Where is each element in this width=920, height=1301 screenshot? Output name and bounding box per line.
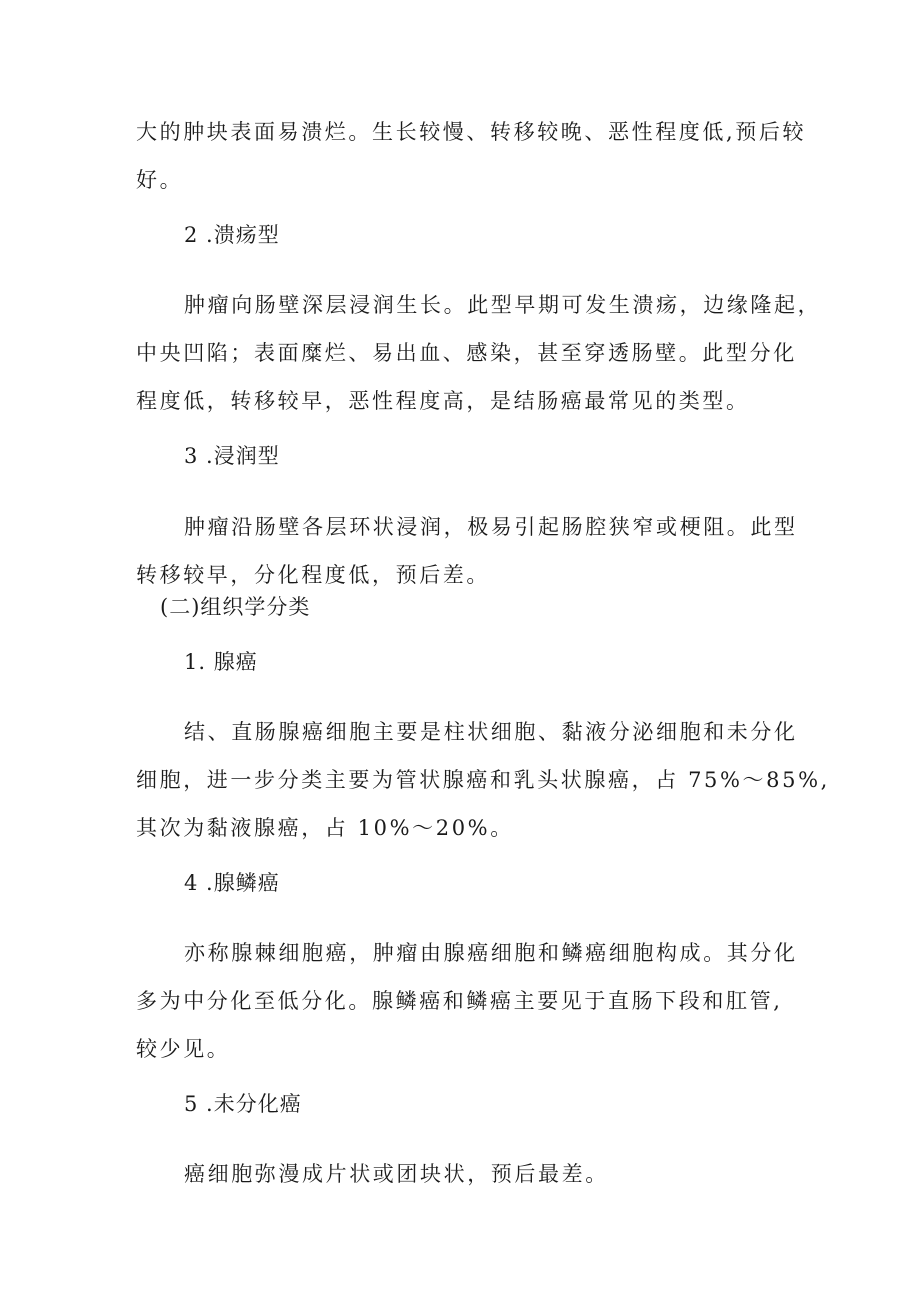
section-heading-histology: (二)组织学分类 xyxy=(160,595,311,619)
paragraph-line: 好。 xyxy=(136,168,184,192)
subheading-infiltrative-type: 3 .浸润型 xyxy=(184,444,280,468)
paragraph-line: 较少见。 xyxy=(136,1037,231,1061)
paragraph-line: 多为中分化至低分化。腺鳞癌和鳞癌主要见于直肠下段和肛管, xyxy=(136,989,783,1013)
paragraph-line: 细胞，进一步分类主要为管状腺癌和乳头状腺癌，占 75%～85%, xyxy=(136,768,830,792)
subheading-undifferentiated: 5 .未分化癌 xyxy=(184,1092,302,1116)
paragraph-line: 大的肿块表面易溃烂。生长较慢、转移较晚、恶性程度低,预后较 xyxy=(136,120,807,144)
paragraph-line: 亦称腺棘细胞癌，肿瘤由腺癌细胞和鳞癌细胞构成。其分化 xyxy=(184,941,798,965)
paragraph-line: 肿瘤向肠壁深层浸润生长。此型早期可发生溃疡，边缘隆起， xyxy=(184,293,822,317)
paragraph-line: 癌细胞弥漫成片状或团块状，预后最差。 xyxy=(184,1162,609,1186)
subheading-adenocarcinoma: 1. 腺癌 xyxy=(184,650,258,674)
paragraph-line: 转移较早，分化程度低，预后差。 xyxy=(136,563,490,587)
paragraph-line: 中央凹陷；表面糜烂、易出血、感染，甚至穿透肠壁。此型分化 xyxy=(136,341,797,365)
paragraph-line: 其次为黏液腺癌，占 10%～20%。 xyxy=(136,816,514,840)
subheading-ulcer-type: 2 .溃疡型 xyxy=(184,223,280,247)
subheading-adenosquamous: 4 .腺鳞癌 xyxy=(184,871,280,895)
paragraph-line: 程度低，转移较早，恶性程度高，是结肠癌最常见的类型。 xyxy=(136,389,750,413)
paragraph-line: 肿瘤沿肠壁各层环状浸润，极易引起肠腔狭窄或梗阻。此型 xyxy=(184,515,798,539)
paragraph-line: 结、直肠腺癌细胞主要是柱状细胞、黏液分泌细胞和未分化 xyxy=(184,720,798,744)
